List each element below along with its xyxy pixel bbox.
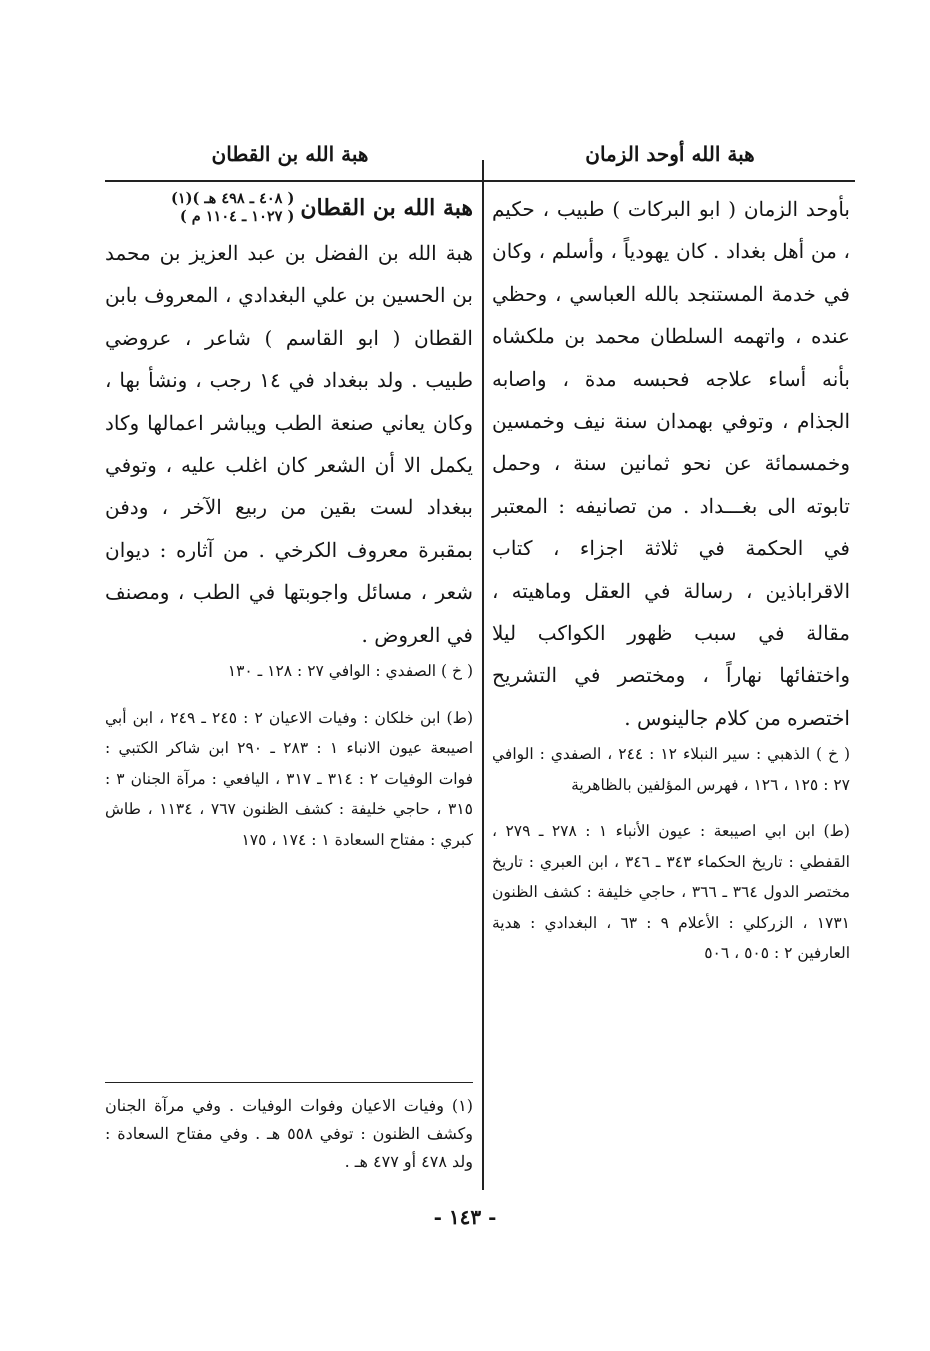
page-number: - ١٤٣ -: [433, 1205, 497, 1229]
entry-title: هبة الله بن القطان: [300, 195, 473, 221]
left-sources-printed: (ط) ابن خلكان : وفيات الاعيان ٢ : ٢٤٥ ـ ٢٤٩ ، ابن أبي اصيبعة عيون الانباء ١ : ٢٨٣ ـ ٢٩٠ ابن شاكر الكتبي : فوات الوفيات ٢ : ٣١٤ ـ ٣١٧ ، اليافعي : مرآة الجنان ٣ : ٣١٥ ، حاجي خليفة : كشف الظنون ٧٦٧ ، ١١٣٤ ، طاش كبري : مفتاح السعادة ١ : ١٧٤ ، ١٧٥: [105, 708, 474, 849]
right-sources-manuscript: ( خ ) الذهبي : سير النبلاء ١٢ : ٢٤٤ ، الصفدي : الوافي ٢٧ : ١٢٥ ، ١٢٦ ، فهرس المؤلفين بالظاهرية: [492, 745, 850, 794]
right-column: [492, 188, 850, 969]
right-column-header: هبة الله أوحد الزمان: [585, 142, 755, 166]
entry-dates-ad: ( ١٠٢٧ ـ ١١٠٤ م ): [179, 208, 295, 225]
entry-dates-hijri: ( ٤٠٨ ـ ٤٩٨ هـ )(١): [170, 190, 295, 207]
footnote: [105, 1092, 473, 1176]
footnote-text: (١) وفيات الاعيان وفوات الوفيات . وفي مرآة الجنان وكشف الظنون : توفي ٥٥٨ هـ . وفي مفتاح السعادة : ولد ٤٧٨ أو ٤٧٧ هـ .: [105, 1096, 474, 1171]
left-column-header: هبة الله بن القطان: [211, 142, 369, 166]
header-rule: [105, 180, 855, 182]
left-sources-manuscript: ( خ ) الصفدي : الوافي ٢٧ : ١٢٨ ـ ١٣٠: [227, 662, 473, 681]
left-entry-text: هبة الله بن الفضل بن عبد العزيز بن محمد بن الحسين بن علي البغدادي ، المعروف بابن القطان ( ابو القاسم ) شاعر ، عروضي طبيب . ولد ببغداد في ١٤ رجب ، ونشأ بها ، وكان يعاني صنعة الطب ويباشر اعمالها وكاد يكمل الا أن الشعر كان اغلب عليه ، وتوفي ببغداد لست بقين من ربيع الآخر ، ودفن بمقبرة معروف الكرخي . من آثاره : ديوان شعر ، مسائل واجوبتها في الطب ، ومصنف في العروض .: [105, 241, 473, 647]
right-sources-printed: (ط) ابن ابي اصيبعة : عيون الأنباء ١ : ٢٧٨ ـ ٢٧٩ ، القفطي : تاريخ الحكماء ٣٤٣ ـ ٣٤٦ ، ابن العبري : تاريخ مختصر الدول ٣٦٤ ـ ٣٦٦ ، حاجي خليفة : كشف الظنون ١٧٣١ ، الزركلي : الأعلام ٩ : ٦٣ ، البغدادي : هدية العارفين ٢ : ٥٠٥ ، ٥٠٦: [492, 822, 850, 963]
right-entry-text: بأوحد الزمان ( ابو البركات ) طبيب ، حكيم ، من أهل بغداد . كان يهودياً ، وأسلم ، وكان في خدمة المستنجد بالله العباسي ، وحظي عنده ، واتهمه السلطان محمد بن ملكشاه بأنه أساء علاجه فحبسه مدة ، واصابه الجذام ، وتوفي بهمدان سنة نيف وخمسين وخمسمائة عن نحو ثمانين سنة ، وحمل تابوته الى بغـــداد . من تصانيفه : المعتبر في الحكمة في ثلاثة اجزاء ، كتاب الاقراباذين ، رسالة في العقل وماهيته ، مقالة في سبب ظهور الكواكب ليلا واختفائها نهاراً ، ومختصر في التشريح اختصره من كلام جالينوس .: [492, 197, 850, 730]
footnote-rule: [105, 1082, 473, 1083]
column-divider: [482, 160, 484, 1190]
left-column: [105, 190, 473, 855]
entry-heading: [105, 190, 473, 226]
